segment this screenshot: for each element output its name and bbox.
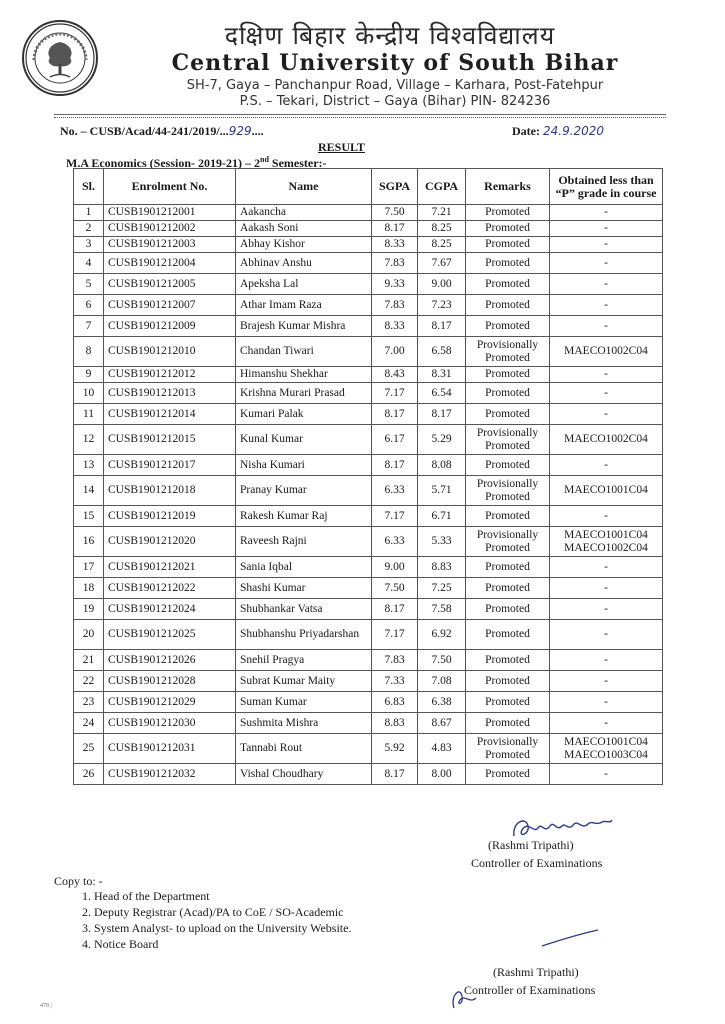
cell-sgpa: 7.17 <box>372 620 418 650</box>
cell-name: Sania Iqbal <box>236 557 372 578</box>
cell-sgpa: 7.50 <box>372 578 418 599</box>
cell-name: Sushmita Mishra <box>236 713 372 734</box>
cell-obtained: - <box>550 599 663 620</box>
reference-suffix: .... <box>251 124 264 138</box>
cell-name: Chandan Tiwari <box>236 337 372 367</box>
university-name-hindi: दक्षिण बिहार केन्द्रीय विश्वविद्यालय <box>224 21 556 50</box>
cell-name: Shubhanshu Priyadarshan <box>236 620 372 650</box>
cell-cgpa: 6.58 <box>418 337 466 367</box>
cell-sl: 7 <box>74 316 104 337</box>
cell-enrolment: CUSB1901212032 <box>104 764 236 785</box>
cell-enrolment: CUSB1901212019 <box>104 506 236 527</box>
cell-enrolment: CUSB1901212030 <box>104 713 236 734</box>
cell-sl: 14 <box>74 476 104 506</box>
cell-sgpa: 7.83 <box>372 253 418 274</box>
cell-sl: 10 <box>74 383 104 404</box>
cell-cgpa: 9.00 <box>418 274 466 295</box>
copy-to-label: Copy to: - <box>54 874 103 888</box>
cell-enrolment: CUSB1901212014 <box>104 404 236 425</box>
cell-name: Shubhankar Vatsa <box>236 599 372 620</box>
table-row <box>74 237 663 253</box>
cell-name: Suman Kumar <box>236 692 372 713</box>
reference-handwritten: 929 <box>228 124 252 138</box>
cell-cgpa: 8.00 <box>418 764 466 785</box>
cell-cgpa: 8.25 <box>418 237 466 253</box>
cell-cgpa: 5.29 <box>418 425 466 455</box>
cell-name: Athar Imam Raza <box>236 295 372 316</box>
cell-sgpa: 7.00 <box>372 337 418 367</box>
cell-name: Abhinav Anshu <box>236 253 372 274</box>
signature-2-name: (Rashmi Tripathi) <box>493 965 579 979</box>
cell-name: Kunal Kumar <box>236 425 372 455</box>
table-row <box>74 557 663 578</box>
signature-1-name: (Rashmi Tripathi) <box>488 838 574 852</box>
header-remarks: Remarks <box>466 169 550 205</box>
table-row <box>74 295 663 316</box>
course-text: M.A Economics (Session- 2019-21) – 2 <box>66 156 260 170</box>
cell-enrolment: CUSB1901212002 <box>104 221 236 237</box>
cell-name: Abhay Kishor <box>236 237 372 253</box>
header-enrolment: Enrolment No. <box>104 169 236 205</box>
cell-sgpa: 7.83 <box>372 650 418 671</box>
header-name: Name <box>236 169 372 205</box>
cell-remarks: Promoted <box>466 620 550 650</box>
copy-to-item: 1. Head of the Department <box>82 889 210 903</box>
reference-number <box>60 124 264 139</box>
cell-obtained: - <box>550 671 663 692</box>
table-row <box>74 367 663 383</box>
cell-sl: 2 <box>74 221 104 237</box>
cell-obtained: - <box>550 578 663 599</box>
cell-sl: 15 <box>74 506 104 527</box>
table-row <box>74 506 663 527</box>
cell-name: Krishna Murari Prasad <box>236 383 372 404</box>
signature-2-stroke <box>540 928 600 948</box>
cell-enrolment: CUSB1901212018 <box>104 476 236 506</box>
cell-name: Aakancha <box>236 205 372 221</box>
cell-sgpa: 7.17 <box>372 383 418 404</box>
cell-remarks: Provisionally Promoted <box>466 425 550 455</box>
cell-name: Snehil Pragya <box>236 650 372 671</box>
cell-sgpa: 9.33 <box>372 274 418 295</box>
cell-sgpa: 8.17 <box>372 599 418 620</box>
signature-2-title: Controller of Examinations <box>464 983 596 997</box>
cell-remarks: Promoted <box>466 274 550 295</box>
cell-remarks: Promoted <box>466 205 550 221</box>
cell-name: Raveesh Rajni <box>236 527 372 557</box>
cell-obtained: MAECO1002C04 <box>550 337 663 367</box>
table-row <box>74 671 663 692</box>
cell-obtained: MAECO1001C04 MAECO1002C04 <box>550 527 663 557</box>
cell-remarks: Promoted <box>466 316 550 337</box>
cell-obtained: - <box>550 274 663 295</box>
cell-cgpa: 6.92 <box>418 620 466 650</box>
cell-remarks: Promoted <box>466 650 550 671</box>
cell-sgpa: 5.92 <box>372 734 418 764</box>
cell-name: Pranay Kumar <box>236 476 372 506</box>
cell-obtained: - <box>550 620 663 650</box>
date-label: Date: <box>512 124 540 138</box>
cell-sl: 20 <box>74 620 104 650</box>
header-sgpa: SGPA <box>372 169 418 205</box>
cell-name: Subrat Kumar Maity <box>236 671 372 692</box>
cell-cgpa: 8.31 <box>418 367 466 383</box>
cell-name: Himanshu Shekhar <box>236 367 372 383</box>
university-logo <box>22 20 98 96</box>
cell-cgpa: 8.83 <box>418 557 466 578</box>
cell-sgpa: 6.83 <box>372 692 418 713</box>
cell-sl: 23 <box>74 692 104 713</box>
cell-sl: 13 <box>74 455 104 476</box>
table-row <box>74 337 663 367</box>
university-name-english: Central University of South Bihar <box>171 50 619 76</box>
cell-name: Shashi Kumar <box>236 578 372 599</box>
cell-obtained: - <box>550 221 663 237</box>
cell-sl: 5 <box>74 274 104 295</box>
table-row <box>74 713 663 734</box>
results-table-body <box>74 205 663 785</box>
cell-enrolment: CUSB1901212013 <box>104 383 236 404</box>
cell-enrolment: CUSB1901212003 <box>104 237 236 253</box>
cell-remarks: Promoted <box>466 599 550 620</box>
cell-enrolment: CUSB1901212004 <box>104 253 236 274</box>
cell-sgpa: 7.17 <box>372 506 418 527</box>
cell-cgpa: 8.17 <box>418 316 466 337</box>
course-sup: nd <box>260 155 269 164</box>
cell-name: Nisha Kumari <box>236 455 372 476</box>
cell-sl: 8 <box>74 337 104 367</box>
table-row <box>74 578 663 599</box>
cell-enrolment: CUSB1901212005 <box>104 274 236 295</box>
cell-enrolment: CUSB1901212031 <box>104 734 236 764</box>
signature-2-initials <box>448 982 482 1012</box>
cell-remarks: Promoted <box>466 253 550 274</box>
cell-remarks: Promoted <box>466 383 550 404</box>
cell-sgpa: 8.17 <box>372 221 418 237</box>
date-value: 24.9.2020 <box>542 124 605 138</box>
cell-obtained: - <box>550 295 663 316</box>
cell-cgpa: 5.71 <box>418 476 466 506</box>
cell-remarks: Provisionally Promoted <box>466 527 550 557</box>
table-row <box>74 620 663 650</box>
cell-cgpa: 8.25 <box>418 221 466 237</box>
address-line-2: P.S. – Tekari, District – Gaya (Bihar) PIN- 824236 <box>239 94 551 109</box>
cell-obtained: - <box>550 557 663 578</box>
cell-remarks: Provisionally Promoted <box>466 337 550 367</box>
table-row <box>74 205 663 221</box>
table-row <box>74 650 663 671</box>
cell-enrolment: CUSB1901212010 <box>104 337 236 367</box>
cell-cgpa: 6.38 <box>418 692 466 713</box>
table-row <box>74 316 663 337</box>
cell-sgpa: 8.43 <box>372 367 418 383</box>
cell-cgpa: 7.08 <box>418 671 466 692</box>
cell-cgpa: 7.58 <box>418 599 466 620</box>
cell-cgpa: 8.08 <box>418 455 466 476</box>
cell-remarks: Promoted <box>466 671 550 692</box>
cell-sl: 25 <box>74 734 104 764</box>
document-date <box>512 124 604 139</box>
cell-enrolment: CUSB1901212020 <box>104 527 236 557</box>
table-row <box>74 253 663 274</box>
cell-sgpa: 6.33 <box>372 527 418 557</box>
cell-obtained: - <box>550 404 663 425</box>
cell-enrolment: CUSB1901212012 <box>104 367 236 383</box>
cell-remarks: Promoted <box>466 367 550 383</box>
cell-sgpa: 7.83 <box>372 295 418 316</box>
cell-obtained: - <box>550 455 663 476</box>
cell-obtained: - <box>550 764 663 785</box>
cell-enrolment: CUSB1901212015 <box>104 425 236 455</box>
cell-enrolment: CUSB1901212009 <box>104 316 236 337</box>
cell-cgpa: 7.25 <box>418 578 466 599</box>
table-row <box>74 476 663 506</box>
cell-enrolment: CUSB1901212028 <box>104 671 236 692</box>
cell-name: Vishal Choudhary <box>236 764 372 785</box>
cell-obtained: - <box>550 383 663 404</box>
cell-sl: 11 <box>74 404 104 425</box>
cell-sgpa: 7.33 <box>372 671 418 692</box>
cell-remarks: Promoted <box>466 578 550 599</box>
results-table <box>73 168 663 785</box>
cell-cgpa: 8.17 <box>418 404 466 425</box>
cell-sl: 1 <box>74 205 104 221</box>
cell-sl: 17 <box>74 557 104 578</box>
cell-sl: 6 <box>74 295 104 316</box>
cell-enrolment: CUSB1901212021 <box>104 557 236 578</box>
cell-cgpa: 7.21 <box>418 205 466 221</box>
table-row <box>74 404 663 425</box>
copy-to-item: 2. Deputy Registrar (Acad)/PA to CoE / SO-Academic <box>82 905 344 919</box>
header-sl: Sl. <box>74 169 104 205</box>
table-row <box>74 455 663 476</box>
table-row <box>74 599 663 620</box>
cell-enrolment: CUSB1901212001 <box>104 205 236 221</box>
cell-name: Apeksha Lal <box>236 274 372 295</box>
cell-cgpa: 6.54 <box>418 383 466 404</box>
cell-sl: 4 <box>74 253 104 274</box>
cell-sgpa: 9.00 <box>372 557 418 578</box>
signature-1-title: Controller of Examinations <box>471 856 603 870</box>
cell-remarks: Promoted <box>466 221 550 237</box>
table-row <box>74 425 663 455</box>
result-title: RESULT <box>318 140 365 154</box>
cell-sl: 24 <box>74 713 104 734</box>
cell-enrolment: CUSB1901212029 <box>104 692 236 713</box>
reference-label: No. – CUSB/Acad/44-241/2019/... <box>60 124 229 138</box>
cell-name: Kumari Palak <box>236 404 372 425</box>
cell-obtained: - <box>550 713 663 734</box>
cell-obtained: - <box>550 253 663 274</box>
cell-remarks: Promoted <box>466 506 550 527</box>
cell-remarks: Promoted <box>466 692 550 713</box>
cell-enrolment: CUSB1901212022 <box>104 578 236 599</box>
table-row <box>74 274 663 295</box>
cell-obtained: MAECO1001C04 <box>550 476 663 506</box>
cell-cgpa: 4.83 <box>418 734 466 764</box>
cell-sgpa: 8.17 <box>372 455 418 476</box>
cell-sl: 21 <box>74 650 104 671</box>
cell-sgpa: 8.83 <box>372 713 418 734</box>
cell-remarks: Promoted <box>466 295 550 316</box>
cell-remarks: Promoted <box>466 557 550 578</box>
cell-sgpa: 8.17 <box>372 764 418 785</box>
cell-name: Aakash Soni <box>236 221 372 237</box>
course-after: Semester:- <box>268 156 327 170</box>
cell-name: Tannabi Rout <box>236 734 372 764</box>
cell-sl: 9 <box>74 367 104 383</box>
cell-cgpa: 6.71 <box>418 506 466 527</box>
cell-sl: 16 <box>74 527 104 557</box>
cell-enrolment: CUSB1901212007 <box>104 295 236 316</box>
address-line-1: SH-7, Gaya – Panchanpur Road, Village – Karhara, Post-Fatehpur <box>186 78 604 93</box>
table-row <box>74 527 663 557</box>
header-divider <box>54 114 666 118</box>
copy-to-list <box>82 888 351 952</box>
cell-remarks: Provisionally Promoted <box>466 734 550 764</box>
cell-remarks: Promoted <box>466 713 550 734</box>
cell-sl: 26 <box>74 764 104 785</box>
cell-sl: 12 <box>74 425 104 455</box>
cell-remarks: Provisionally Promoted <box>466 476 550 506</box>
copy-to-item: 3. System Analyst- to upload on the University Website. <box>82 921 352 935</box>
table-row <box>74 764 663 785</box>
cell-remarks: Promoted <box>466 237 550 253</box>
cell-sl: 22 <box>74 671 104 692</box>
cell-obtained: - <box>550 205 663 221</box>
cell-remarks: Promoted <box>466 455 550 476</box>
cell-obtained: - <box>550 650 663 671</box>
cell-cgpa: 5.33 <box>418 527 466 557</box>
cell-cgpa: 7.67 <box>418 253 466 274</box>
cell-obtained: - <box>550 506 663 527</box>
cell-remarks: Promoted <box>466 404 550 425</box>
cell-obtained: - <box>550 316 663 337</box>
cell-obtained: - <box>550 237 663 253</box>
cell-enrolment: CUSB1901212025 <box>104 620 236 650</box>
cell-obtained: - <box>550 367 663 383</box>
cell-obtained: - <box>550 692 663 713</box>
cell-cgpa: 7.23 <box>418 295 466 316</box>
footer-mark: 478 | <box>40 1003 52 1009</box>
cell-obtained: MAECO1002C04 <box>550 425 663 455</box>
header-cgpa: CGPA <box>418 169 466 205</box>
cell-sgpa: 8.33 <box>372 316 418 337</box>
university-seal-icon <box>24 22 96 94</box>
cell-obtained: MAECO1001C04 MAECO1003C04 <box>550 734 663 764</box>
cell-remarks: Promoted <box>466 764 550 785</box>
header-obtained: Obtained less than “P” grade in course <box>550 169 663 205</box>
cell-sl: 3 <box>74 237 104 253</box>
copy-to-item: 4. Notice Board <box>82 937 159 951</box>
cell-sgpa: 7.50 <box>372 205 418 221</box>
cell-sl: 19 <box>74 599 104 620</box>
cell-enrolment: CUSB1901212024 <box>104 599 236 620</box>
cell-sl: 18 <box>74 578 104 599</box>
cell-sgpa: 6.17 <box>372 425 418 455</box>
cell-cgpa: 7.50 <box>418 650 466 671</box>
table-row <box>74 692 663 713</box>
cell-name: Brajesh Kumar Mishra <box>236 316 372 337</box>
cell-sgpa: 8.33 <box>372 237 418 253</box>
cell-enrolment: CUSB1901212017 <box>104 455 236 476</box>
cell-name: Rakesh Kumar Raj <box>236 506 372 527</box>
table-row <box>74 734 663 764</box>
cell-enrolment: CUSB1901212026 <box>104 650 236 671</box>
cell-cgpa: 8.67 <box>418 713 466 734</box>
cell-sgpa: 6.33 <box>372 476 418 506</box>
cell-sgpa: 8.17 <box>372 404 418 425</box>
table-row <box>74 221 663 237</box>
table-row <box>74 383 663 404</box>
table-header-row <box>74 169 663 205</box>
